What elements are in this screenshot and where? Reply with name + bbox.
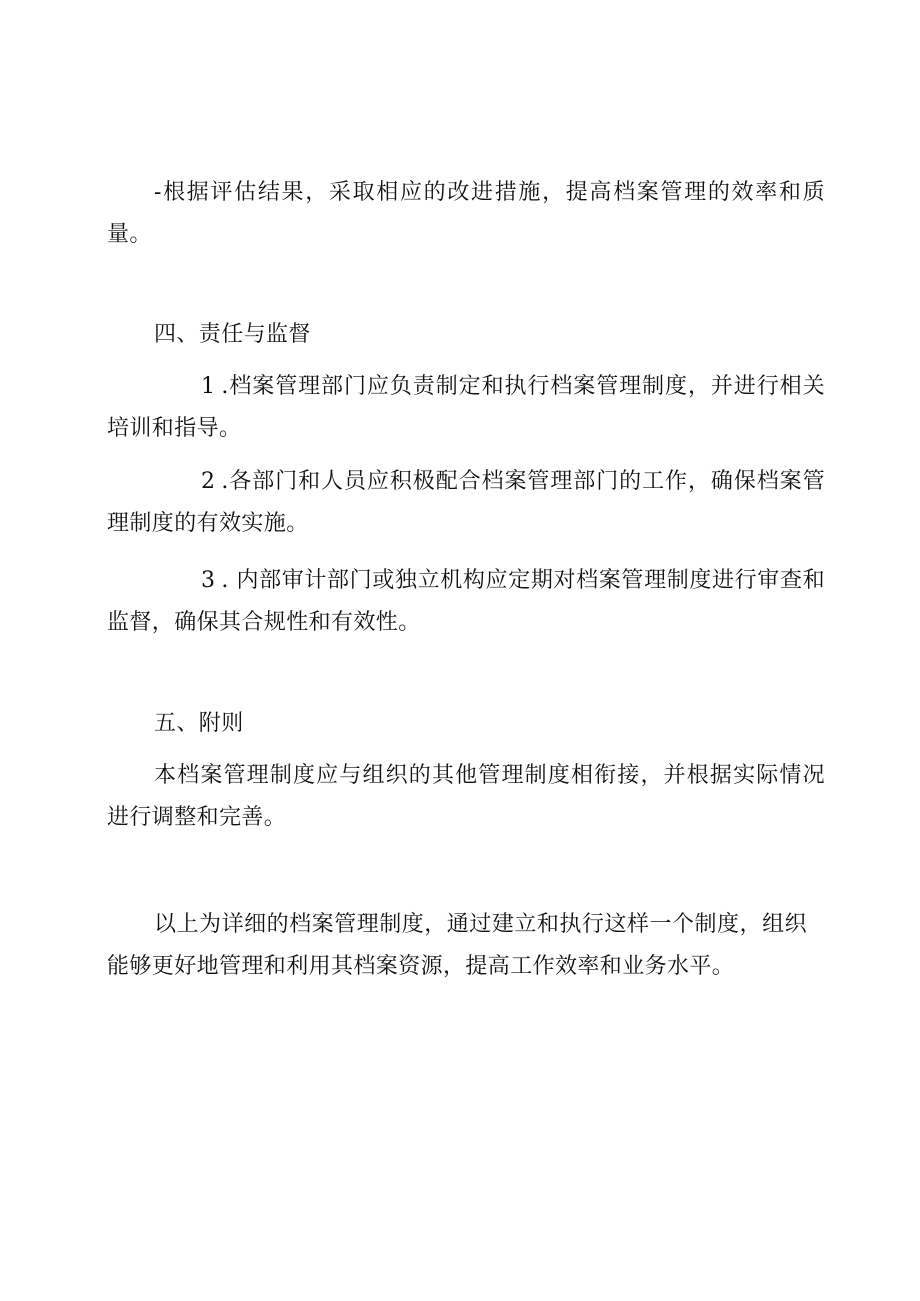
item-number: 2 — [201, 469, 216, 494]
item-text: .档案管理部门应负责制定和执行档案管理制度，并进行相关培训和指导。 — [107, 374, 825, 441]
conclusion-paragraph: 以上为详细的档案管理制度，通过建立和执行这样一个制度，组织能够更好地管理和利用其档案资源，提高工作效率和业务水平。 — [107, 912, 807, 979]
section-5-heading: 五、附则 — [154, 711, 244, 736]
item-number: 3 — [201, 568, 216, 593]
item-text: .各部门和人员应积极配合档案管理部门的工作，确保档案管理制度的有效实施。 — [107, 469, 825, 536]
section-4-item-2 — [107, 461, 825, 545]
item-number: 1 — [201, 374, 216, 399]
section-4-item-3 — [107, 560, 825, 644]
section-4-item-1 — [107, 366, 825, 450]
item-text: . 内部审计部门或独立机构应定期对档案管理制度进行审查和监督，确保其合规性和有效性。 — [107, 568, 825, 635]
section-5-paragraph: 本档案管理制度应与组织的其他管理制度相衔接，并根据实际情况进行调整和完善。 — [107, 763, 825, 830]
section-4-heading: 四、责任与监督 — [154, 322, 311, 347]
intro-paragraph: -根据评估结果，采取相应的改进措施，提高档案管理的效率和质量。 — [107, 180, 825, 247]
